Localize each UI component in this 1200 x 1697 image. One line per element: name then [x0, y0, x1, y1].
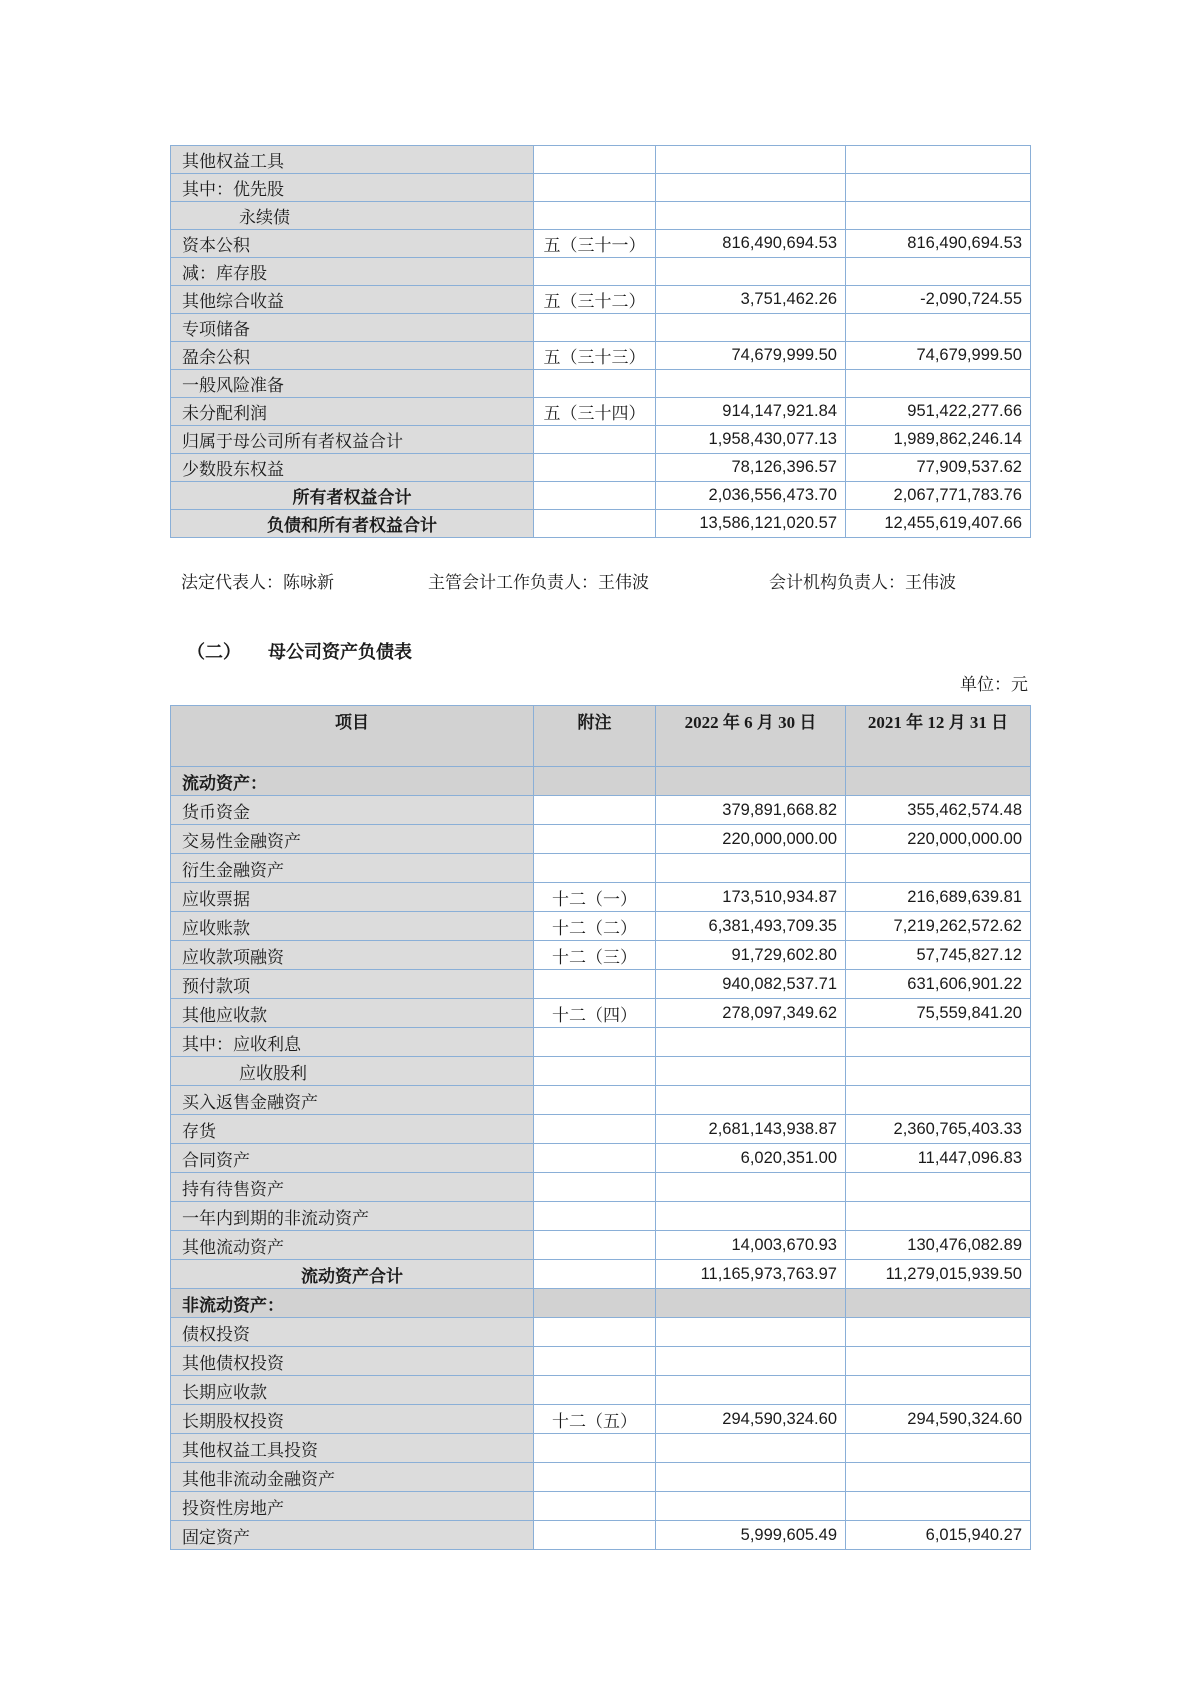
value-current: 78,126,396.57: [656, 454, 846, 482]
col-header-date-prior: 2021 年 12 月 31 日: [846, 706, 1031, 767]
value-current: 220,000,000.00: [656, 825, 846, 854]
value-current: 816,490,694.53: [656, 230, 846, 258]
value-prior: 11,279,015,939.50: [846, 1260, 1031, 1289]
value-prior: 130,476,082.89: [846, 1231, 1031, 1260]
parent-bs-row: [171, 941, 1031, 970]
parent-bs-row: [171, 1521, 1031, 1550]
equity-row: [171, 174, 1031, 202]
note-reference: [534, 370, 656, 398]
col-header-date-current: 2022 年 6 月 30 日: [656, 706, 846, 767]
equity-row: [171, 454, 1031, 482]
note-reference: [534, 1376, 656, 1405]
parent-bs-row: [171, 1405, 1031, 1434]
item-label: 其中：优先股: [171, 174, 534, 202]
parent-bs-row: [171, 1231, 1031, 1260]
value-prior: [846, 1434, 1031, 1463]
value-prior: [846, 146, 1031, 174]
header-row: [171, 706, 1031, 767]
note-reference: [534, 767, 656, 796]
parent-bs-row: [171, 1202, 1031, 1231]
item-label: 投资性房地产: [171, 1492, 534, 1521]
value-prior: [846, 1376, 1031, 1405]
parent-table-body: [171, 767, 1031, 1550]
value-current: [656, 370, 846, 398]
item-label: 债权投资: [171, 1318, 534, 1347]
value-prior: [846, 1202, 1031, 1231]
note-reference: [534, 314, 656, 342]
note-reference: [534, 146, 656, 174]
note-reference: 十二（五）: [534, 1405, 656, 1434]
note-reference: [534, 258, 656, 286]
item-label: 流动资产：: [171, 767, 534, 796]
value-current: 74,679,999.50: [656, 342, 846, 370]
equity-row: [171, 230, 1031, 258]
value-prior: [846, 1318, 1031, 1347]
value-prior: [846, 314, 1031, 342]
item-label: 其他权益工具投资: [171, 1434, 534, 1463]
value-current: [656, 1289, 846, 1318]
value-prior: 220,000,000.00: [846, 825, 1031, 854]
value-current: [656, 202, 846, 230]
note-reference: 五（三十四）: [534, 398, 656, 426]
value-prior: 816,490,694.53: [846, 230, 1031, 258]
equity-row: [171, 202, 1031, 230]
value-prior: 1,989,862,246.14: [846, 426, 1031, 454]
value-prior: [846, 258, 1031, 286]
value-current: [656, 1492, 846, 1521]
value-prior: 57,745,827.12: [846, 941, 1031, 970]
section-number: （二）: [187, 642, 241, 662]
value-current: 13,586,121,020.57: [656, 510, 846, 538]
note-reference: [534, 510, 656, 538]
parent-bs-row: [171, 1086, 1031, 1115]
value-current: 914,147,921.84: [656, 398, 846, 426]
item-label: 应收账款: [171, 912, 534, 941]
chief-accountant: 主管会计工作负责人：王伟波: [428, 573, 649, 592]
parent-bs-row: [171, 1260, 1031, 1289]
item-label: 存货: [171, 1115, 534, 1144]
value-current: 11,165,973,763.97: [656, 1260, 846, 1289]
parent-bs-row: [171, 1173, 1031, 1202]
equity-row: [171, 482, 1031, 510]
item-label: 专项储备: [171, 314, 534, 342]
note-reference: [534, 1434, 656, 1463]
value-prior: 216,689,639.81: [846, 883, 1031, 912]
value-prior: -2,090,724.55: [846, 286, 1031, 314]
value-prior: [846, 1086, 1031, 1115]
value-current: 3,751,462.26: [656, 286, 846, 314]
parent-bs-row: [171, 1318, 1031, 1347]
value-prior: 75,559,841.20: [846, 999, 1031, 1028]
parent-bs-row: [171, 1289, 1031, 1318]
note-reference: [534, 1144, 656, 1173]
item-label: 货币资金: [171, 796, 534, 825]
note-reference: [534, 202, 656, 230]
value-current: 278,097,349.62: [656, 999, 846, 1028]
value-current: 940,082,537.71: [656, 970, 846, 999]
note-reference: [534, 1289, 656, 1318]
equity-row: [171, 370, 1031, 398]
value-current: [656, 1057, 846, 1086]
value-current: 91,729,602.80: [656, 941, 846, 970]
value-prior: 2,067,771,783.76: [846, 482, 1031, 510]
equity-row: [171, 146, 1031, 174]
value-prior: [846, 1028, 1031, 1057]
equity-table-body: [171, 146, 1031, 538]
value-prior: [846, 174, 1031, 202]
note-reference: [534, 482, 656, 510]
value-current: [656, 314, 846, 342]
value-prior: 355,462,574.48: [846, 796, 1031, 825]
parent-bs-row: [171, 1463, 1031, 1492]
note-reference: [534, 1086, 656, 1115]
value-prior: [846, 767, 1031, 796]
value-current: [656, 767, 846, 796]
value-current: 5,999,605.49: [656, 1521, 846, 1550]
parent-bs-row: [171, 1376, 1031, 1405]
item-label: 所有者权益合计: [171, 482, 534, 510]
value-current: [656, 1463, 846, 1492]
item-label: 衍生金融资产: [171, 854, 534, 883]
note-reference: [534, 1173, 656, 1202]
item-label: 交易性金融资产: [171, 825, 534, 854]
value-current: [656, 1376, 846, 1405]
value-prior: [846, 1492, 1031, 1521]
note-reference: [534, 825, 656, 854]
parent-bs-row: [171, 1434, 1031, 1463]
item-label: 非流动资产：: [171, 1289, 534, 1318]
note-reference: [534, 1492, 656, 1521]
parent-bs-row: [171, 912, 1031, 941]
value-prior: [846, 1463, 1031, 1492]
item-label: 其他非流动金融资产: [171, 1463, 534, 1492]
value-current: 2,036,556,473.70: [656, 482, 846, 510]
parent-bs-row: [171, 1347, 1031, 1376]
note-reference: 十二（二）: [534, 912, 656, 941]
note-reference: 五（三十二）: [534, 286, 656, 314]
value-prior: 951,422,277.66: [846, 398, 1031, 426]
value-prior: 2,360,765,403.33: [846, 1115, 1031, 1144]
value-current: [656, 1202, 846, 1231]
note-reference: [534, 174, 656, 202]
note-reference: [534, 1202, 656, 1231]
col-header-item: 项目: [171, 706, 534, 767]
note-reference: [534, 1115, 656, 1144]
item-label: 其他应收款: [171, 999, 534, 1028]
value-current: [656, 1086, 846, 1115]
item-label: 归属于母公司所有者权益合计: [171, 426, 534, 454]
parent-balance-sheet-table: [170, 705, 1031, 1550]
value-prior: [846, 202, 1031, 230]
item-label: 应收票据: [171, 883, 534, 912]
note-reference: 十二（四）: [534, 999, 656, 1028]
parent-bs-row: [171, 796, 1031, 825]
item-label: 固定资产: [171, 1521, 534, 1550]
note-reference: [534, 1318, 656, 1347]
value-prior: [846, 1347, 1031, 1376]
equity-row: [171, 314, 1031, 342]
item-label: 减：库存股: [171, 258, 534, 286]
value-prior: [846, 1173, 1031, 1202]
item-label: 应收款项融资: [171, 941, 534, 970]
item-label: 应收股利: [171, 1057, 534, 1086]
value-current: [656, 146, 846, 174]
value-current: 379,891,668.82: [656, 796, 846, 825]
equity-row: [171, 510, 1031, 538]
item-label: 持有待售资产: [171, 1173, 534, 1202]
section-title: [170, 638, 1030, 664]
item-label: 长期股权投资: [171, 1405, 534, 1434]
note-reference: [534, 1347, 656, 1376]
note-reference: 五（三十一）: [534, 230, 656, 258]
value-current: [656, 174, 846, 202]
item-label: 其他债权投资: [171, 1347, 534, 1376]
value-prior: 6,015,940.27: [846, 1521, 1031, 1550]
unit-label: 单位：元: [960, 675, 1028, 694]
value-prior: 294,590,324.60: [846, 1405, 1031, 1434]
equity-row: [171, 342, 1031, 370]
value-prior: 631,606,901.22: [846, 970, 1031, 999]
value-current: 6,381,493,709.35: [656, 912, 846, 941]
parent-table-header: [171, 706, 1031, 767]
value-current: 1,958,430,077.13: [656, 426, 846, 454]
value-prior: [846, 370, 1031, 398]
item-label: 买入返售金融资产: [171, 1086, 534, 1115]
value-current: [656, 854, 846, 883]
value-prior: [846, 1289, 1031, 1318]
note-reference: 五（三十三）: [534, 342, 656, 370]
equity-row: [171, 398, 1031, 426]
item-label: 其他权益工具: [171, 146, 534, 174]
value-current: [656, 1318, 846, 1347]
item-label: 合同资产: [171, 1144, 534, 1173]
note-reference: 十二（一）: [534, 883, 656, 912]
value-prior: [846, 854, 1031, 883]
parent-bs-row: [171, 825, 1031, 854]
equity-row: [171, 258, 1031, 286]
value-current: [656, 1347, 846, 1376]
parent-bs-row: [171, 767, 1031, 796]
item-label: 未分配利润: [171, 398, 534, 426]
item-label: 永续债: [171, 202, 534, 230]
note-reference: [534, 1521, 656, 1550]
accounting-head: 会计机构负责人：王伟波: [769, 573, 956, 592]
item-label: 少数股东权益: [171, 454, 534, 482]
item-label: 长期应收款: [171, 1376, 534, 1405]
value-prior: 7,219,262,572.62: [846, 912, 1031, 941]
note-reference: [534, 1057, 656, 1086]
value-prior: 11,447,096.83: [846, 1144, 1031, 1173]
item-label: 流动资产合计: [171, 1260, 534, 1289]
parent-bs-row: [171, 1492, 1031, 1521]
legal-representative: 法定代表人：陈咏新: [181, 573, 334, 592]
item-label: 盈余公积: [171, 342, 534, 370]
value-current: 6,020,351.00: [656, 1144, 846, 1173]
note-reference: [534, 1028, 656, 1057]
col-header-note: 附注: [534, 706, 656, 767]
parent-bs-row: [171, 1115, 1031, 1144]
item-label: 其他综合收益: [171, 286, 534, 314]
section-title-text: 母公司资产负债表: [268, 642, 412, 662]
item-label: 其他流动资产: [171, 1231, 534, 1260]
value-current: [656, 1434, 846, 1463]
equity-table: [170, 145, 1031, 538]
value-current: [656, 1028, 846, 1057]
value-current: 14,003,670.93: [656, 1231, 846, 1260]
note-reference: [534, 426, 656, 454]
parent-bs-row: [171, 1144, 1031, 1173]
note-reference: [534, 1260, 656, 1289]
value-current: 173,510,934.87: [656, 883, 846, 912]
note-reference: [534, 454, 656, 482]
note-reference: [534, 796, 656, 825]
value-prior: [846, 1057, 1031, 1086]
note-reference: [534, 854, 656, 883]
value-current: 2,681,143,938.87: [656, 1115, 846, 1144]
note-reference: [534, 1463, 656, 1492]
item-label: 资本公积: [171, 230, 534, 258]
parent-bs-row: [171, 883, 1031, 912]
value-current: [656, 1173, 846, 1202]
parent-bs-row: [171, 854, 1031, 883]
item-label: 一年内到期的非流动资产: [171, 1202, 534, 1231]
value-current: 294,590,324.60: [656, 1405, 846, 1434]
note-reference: [534, 970, 656, 999]
parent-bs-row: [171, 999, 1031, 1028]
note-reference: 十二（三）: [534, 941, 656, 970]
value-current: [656, 258, 846, 286]
item-label: 预付款项: [171, 970, 534, 999]
value-prior: 74,679,999.50: [846, 342, 1031, 370]
item-label: 一般风险准备: [171, 370, 534, 398]
parent-bs-row: [171, 1028, 1031, 1057]
parent-bs-row: [171, 970, 1031, 999]
item-label: 其中：应收利息: [171, 1028, 534, 1057]
equity-row: [171, 426, 1031, 454]
equity-row: [171, 286, 1031, 314]
note-reference: [534, 1231, 656, 1260]
signatories-line: [170, 568, 1170, 592]
value-prior: 12,455,619,407.66: [846, 510, 1031, 538]
item-label: 负债和所有者权益合计: [171, 510, 534, 538]
value-prior: 77,909,537.62: [846, 454, 1031, 482]
parent-bs-row: [171, 1057, 1031, 1086]
